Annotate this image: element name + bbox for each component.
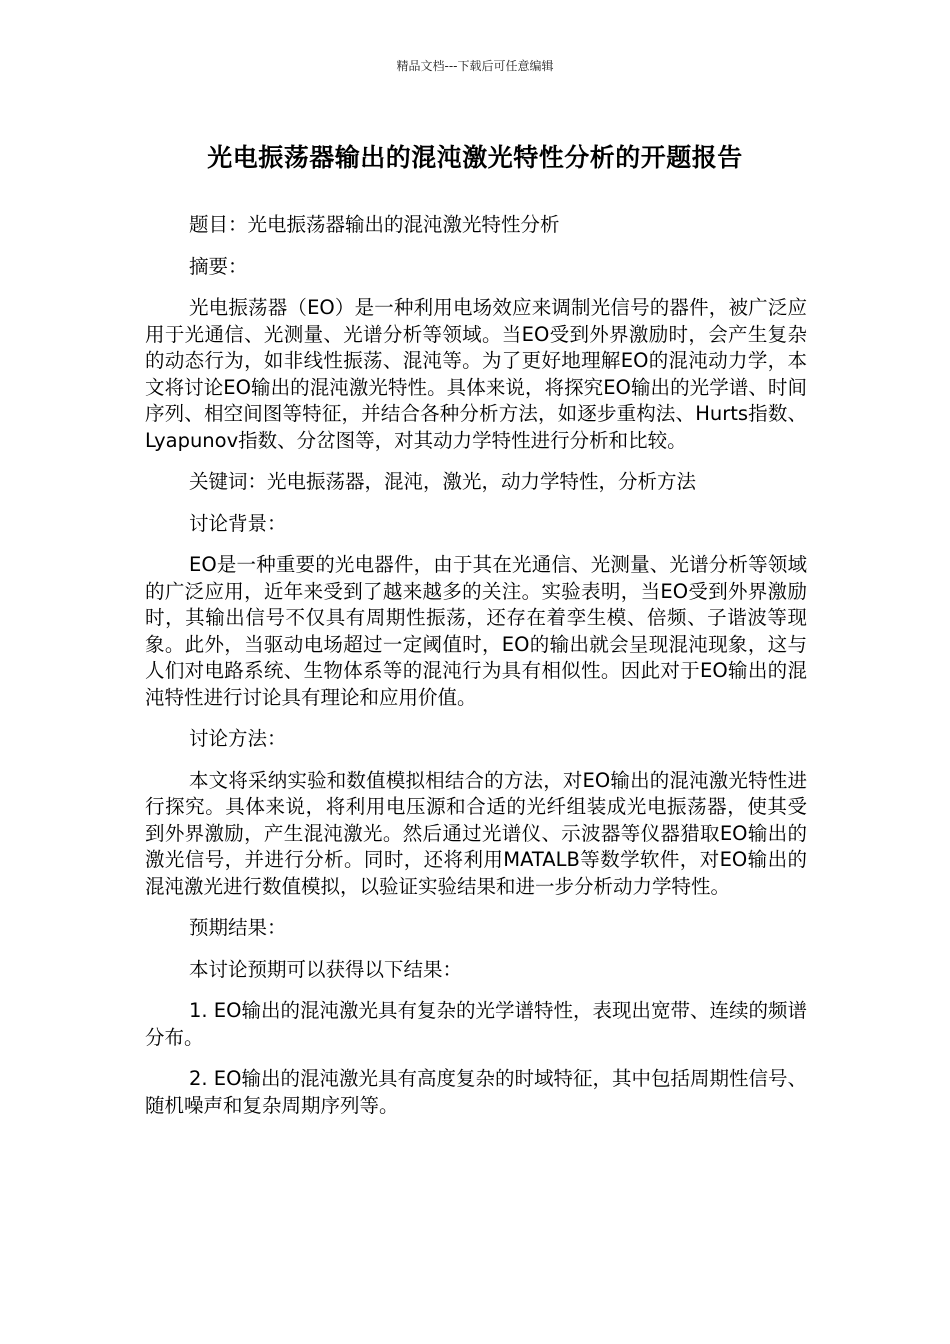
heading-background: 讨论背景：: [189, 511, 287, 535]
paragraph-abstract: 光电振荡器（EO）是一种利用电场效应来调制光信号的器件，被广泛应用于光通信、光测量、光谱分析等领域。当EO受到外界激励时，会产生复杂的动态行为，如非线性振荡、混沌等。为了更好地理解EO的混沌动力学，本文将讨论EO输出的混沌激光特性。具体来说，将探究EO输出的光学谱、时间序列、相空间图等特征，并结合各种分析方法，如逐步重构法、Hurts指数、Lyapunov指数、分岔图等，对其动力学特性进行分析和比较。: [145, 296, 807, 452]
document-title: 光电振荡器输出的混沌激光特性分析的开题报告: [207, 143, 743, 172]
paragraph-background: EO是一种重要的光电器件，由于其在光通信、光测量、光谱分析等领域的广泛应用，近年来受到了越来越多的关注。实验表明，当EO受到外界激励时，其输出信号不仅具有周期性振荡，还存在着孪生模、倍频、子谐波等现象。此外，当驱动电场超过一定阈值时，EO的输出就会呈现混沌现象，这与人们对电路系统、生物体系等的混沌行为具有相似性。因此对于EO输出的混沌特性进行讨论具有理论和应用价值。: [145, 553, 807, 709]
paragraph-keywords: 关键词：光电振荡器，混沌，激光，动力学特性，分析方法: [189, 470, 697, 493]
heading-abstract: 摘要：: [189, 254, 248, 278]
paragraph-method: 本文将采纳实验和数值模拟相结合的方法，对EO输出的混沌激光特性进行探究。具体来说，将利用电压源和合适的光纤组装成光电振荡器，使其受到外界激励，产生混沌激光。然后通过光谱仪、示波器等仪器猎取EO输出的激光信号，并进行分析。同时，还将利用MATALB等数学软件，对EO输出的混沌激光进行数值模拟，以验证实验结果和进一步分析动力学特性。: [145, 768, 807, 898]
heading-expected-results: 预期结果：: [189, 916, 287, 939]
paragraph-expected-intro: 本讨论预期可以获得以下结果：: [189, 957, 463, 981]
document-body: [145, 212, 807, 1134]
header-note: 精品文档---下载后可任意编辑: [396, 59, 554, 73]
paragraph-result-2: 2. EO输出的混沌激光具有高度复杂的时域特征，其中包括周期性信号、随机噪声和复杂周期序列等。: [145, 1067, 807, 1117]
paragraph-topic: 题目：光电振荡器输出的混沌激光特性分析: [189, 213, 560, 236]
heading-method: 讨论方法：: [189, 727, 287, 750]
paragraph-result-1: 1. EO输出的混沌激光具有复杂的光学谱特性，表现出宽带、连续的频谱分布。: [145, 999, 807, 1049]
